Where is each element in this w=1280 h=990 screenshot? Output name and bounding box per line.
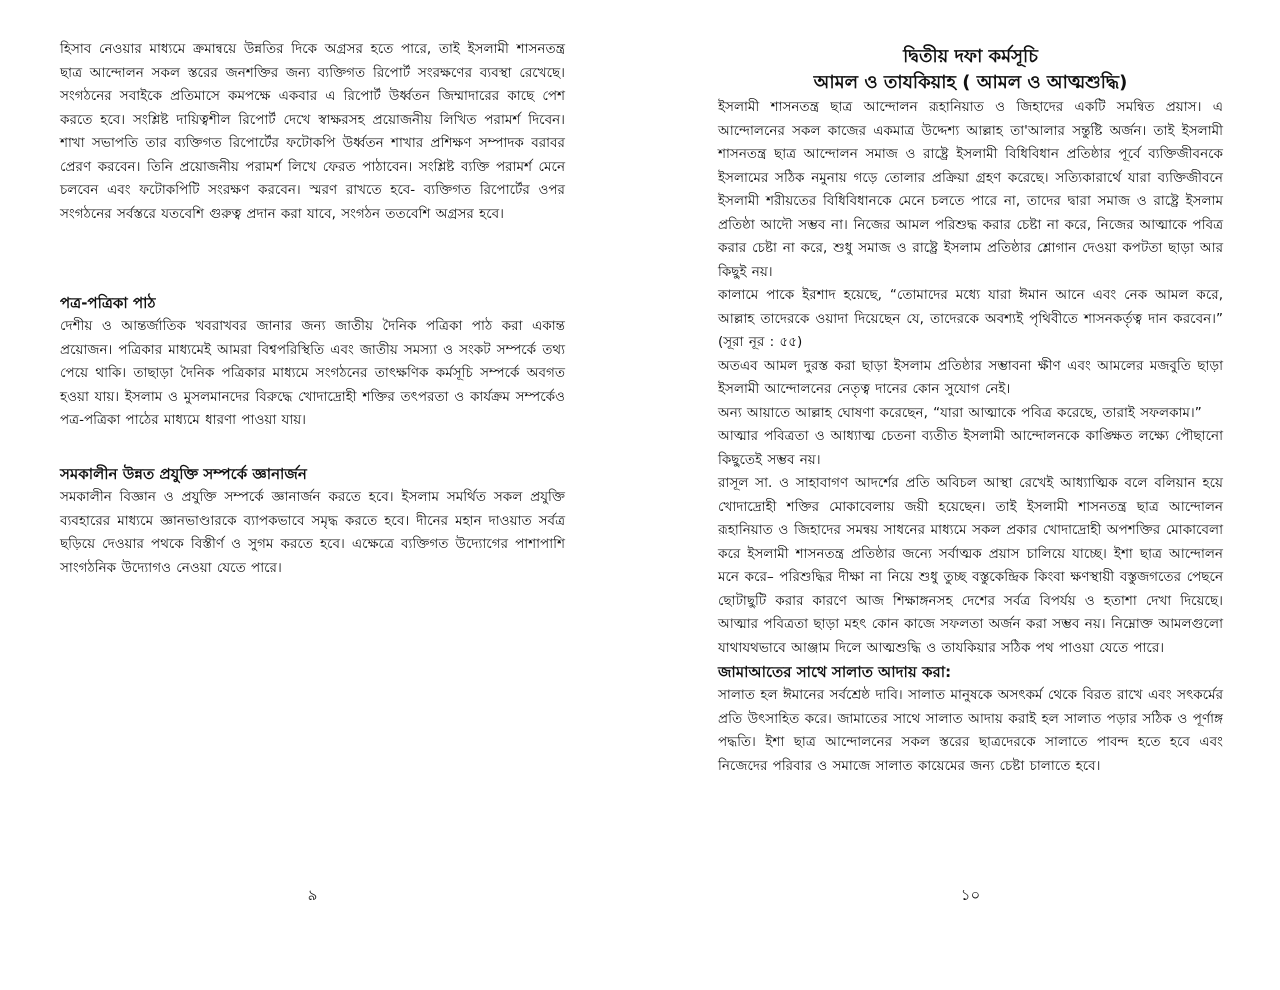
page-number-right: ১০	[960, 886, 981, 904]
technology-section	[60, 462, 565, 580]
paragraph-quran-quote-2: অন্য আয়াতে আল্লাহ ঘোষণা করেছেন, “যারা আত্মাকে পবিত্র করেছে, তারাই সফলকাম।”	[718, 404, 1202, 421]
left-intro-block	[60, 38, 565, 226]
paragraph-amal-necessity: অতএব আমল দুরস্ত করা ছাড়া ইসলাম প্রতিষ্ঠার সম্ভাবনা ক্ষীণ এবং আমলের মজবুতি ছাড়া ইসলামী আন্দোলনের নেতৃত্ব দানের কোন সুযোগ নেই।	[718, 357, 1223, 397]
paragraph-intro: ইসলামী শাসনতন্ত্র ছাত্র আন্দোলন রূহানিয়াত ও জিহাদের একটি সমন্বিত প্রয়াস। এ আন্দোলনের সকল কাজের একমাত্র উদ্দেশ্য আল্লাহ তা'আলার সন্তুষ্টি অর্জন। তাই ইসলামী শাসনতন্ত্র ছাত্র আন্দোলন সমাজ ও রাষ্ট্রে ইসলামী বিধিবিধান প্রতিষ্ঠার পূর্বে ব্যক্তিজীবনকে ইসলামের সঠিক নমুনায় গড়ে তোলার প্রক্রিয়া গ্রহণ করেছে। সত্যিকারার্থে যারা ব্যক্তিজীবনে ইসলামী শরীয়তের বিধিবিধানকে মেনে চলতে পারে না, তাদের দ্বারা সমাজ ও রাষ্ট্রে ইসলাম প্রতিষ্ঠা আদৌ সম্ভব না। নিজের আমল পরিশুদ্ধ করার চেষ্টা না করে, নিজের আত্মাকে পবিত্র করার চেষ্টা না করে, শুধু সমাজ ও রাষ্ট্রে ইসলাম প্রতিষ্ঠার শ্লোগান দেওয়া কপটতা ছাড়া আর কিছুই নয়।	[718, 99, 1223, 280]
paragraph-purity: আত্মার পবিত্রতা ও আধ্যাত্ম চেতনা ব্যতীত ইসলামী আন্দোলনকে কাঙ্ক্ষিত লক্ষ্যে পৌছানো কিছুতেই সম্ভব নয়।	[718, 428, 1223, 468]
left-page	[60, 0, 565, 990]
paragraph-salat: সালাত হল ঈমানের সর্বশ্রেষ্ঠ দাবি। সালাত মানুষকে অসৎকর্ম থেকে বিরত রাখে এবং সৎকর্মের প্রতি উৎসাহিত করে। জামাতের সাথে সালাত আদায় করাই হল সালাত পড়ার সঠিক ও পূর্ণাঙ্গ পদ্ধতি। ইশা ছাত্র আন্দোলনের সকল স্তরের ছাত্রদেরকে সালাতে পাবন্দ হতে হবে এবং নিজেদের পরিবার ও সমাজে সালাত কায়েমের জন্য চেষ্টা চালাতে হবে।	[718, 687, 1223, 774]
section-heading-newspaper: পত্র-পত্রিকা পাঠ	[60, 294, 156, 312]
right-body	[718, 96, 1223, 778]
newspaper-section	[60, 291, 565, 433]
page-number-left: ৯	[307, 886, 318, 904]
section-heading-technology: সমকালীন উন্নত প্রযুক্তি সম্পর্কে জ্ঞানার্জন	[60, 465, 307, 483]
paragraph-technology: সমকালীন বিজ্ঞান ও প্রযুক্তি সম্পর্কে জ্ঞানার্জন করতে হবে। ইসলাম সমর্থিত সকল প্রযুক্তি ব্যবহারের মাধ্যমে জ্ঞানভাণ্ডারকে ব্যাপকভাবে সমৃদ্ধ করতে হবে। দীনের মহান দাওয়াত সর্বত্র ছড়িয়ে দেওয়ার পথকে বিস্তীর্ণ ও সুগম করতে হবে। এক্ষেত্রে ব্যক্তিগত উদ্যোগের পাশাপাশি সাংগঠনিক উদ্যোগও নেওয়া যেতে পারে।	[60, 489, 565, 576]
chapter-subtitle: আমল ও তাযকিয়াহ ( আমল ও আত্মশুদ্ধি)	[813, 72, 1128, 93]
paragraph-newspaper: দেশীয় ও আন্তর্জাতিক খবরাখবর জানার জন্য জাতীয় দৈনিক পত্রিকা পাঠ করা একান্ত প্রয়োজন। পত্রিকার মাধ্যমেই আমরা বিশ্বপরিস্থিতি এবং জাতীয় সমস্যা ও সংকট সম্পর্কে তথ্য পেয়ে থাকি। তাছাড়া দৈনিক পত্রিকার মাধ্যমে সংগঠনের তাৎক্ষণিক কর্মসূচি সম্পর্কে অবগত হওয়া যায়। ইসলাম ও মুসলমানদের বিরুদ্ধে খোদাদ্রোহী শক্তির তৎপরতা ও কার্যক্রম সম্পর্কেও পত্র-পত্রিকা পাঠের মাধ্যমে ধারণা পাওয়া যায়।	[60, 318, 565, 428]
section-heading-salat: জামাআতের সাথে সালাত আদায় করা:	[718, 663, 952, 681]
paragraph-sahaba: রাসূল সা. ও সাহাবাগণ আদর্শের প্রতি অবিচল আস্থা রেখেই আধ্যাত্মিক বলে বলিয়ান হয়ে খোদাদ্রোহী শক্তির মোকাবেলায় জয়ী হয়েছেন। তাই ইসলামী শাসনতন্ত্র ছাত্র আন্দোলন রূহানিয়াত ও জিহাদের সমন্বয় সাধনের মাধ্যমে সকল প্রকার খোদাদ্রোহী অপশক্তির মোকাবেলা করে ইসলামী শাসনতন্ত্র প্রতিষ্ঠার জন্যে সর্বাত্মক প্রয়াস চালিয়ে যাচ্ছে। ইশা ছাত্র আন্দোলন মনে করে– পরিশুদ্ধির দীক্ষা না নিয়ে শুধু তুচ্ছ বস্তুকেন্দ্রিক কিংবা ক্ষণস্থায়ী বস্তুজগতের পেছনে ছোটাছুটি করার কারণে আজ শিক্ষাঙ্গনসহ দেশের সর্বত্র বিপর্যয় ও হতাশা দেখা দিয়েছে। আত্মার পবিত্রতা ছাড়া মহৎ কোন কাজে সফলতা অর্জন করা সম্ভব নয়। নিম্নোক্ত আমলগুলো যাথাযথভাবে আঞ্জাম দিলে আত্মশুদ্ধি ও তাযকিয়ার সঠিক পথ পাওয়া যেতে পারে।	[718, 475, 1223, 656]
paragraph-quran-quote-1: কালামে পাকে ইরশাদ হয়েছে, “তোমাদের মধ্যে যারা ঈমান আনে এবং নেক আমল করে, আল্লাহ তাদেরকে ওয়াদা দিয়েছেন যে, তাদেরকে অবশ্যই পৃথিবীতে শাসনকর্তৃত্ব দান করবেন।” (সূরা নূর : ৫৫)	[718, 287, 1223, 350]
chapter-title: দ্বিতীয় দফা কর্মসূচি	[903, 46, 1038, 67]
right-page	[718, 0, 1223, 990]
paragraph-personal-report: হিসাব নেওয়ার মাধ্যমে ক্রমান্বয়ে উন্নতির দিকে অগ্রসর হতে পারে, তাই ইসলামী শাসনতন্ত্র ছাত্র আন্দোলন সকল স্তরের জনশক্তির জন্য ব্যক্তিগত রিপোর্ট সংরক্ষণের ব্যবস্থা রেখেছে। সংগঠনের সবাইকে প্রতিমাসে কমপক্ষে একবার এ রিপোর্ট উর্ধ্বতন জিম্মাদারের কাছে পেশ করতে হবে। সংশ্লিষ্ট দায়িত্বশীল রিপোর্ট দেখে স্বাক্ষরসহ প্রয়োজনীয় লিখিত পরামর্শ দিবেন। শাখা সভাপতি তার ব্যক্তিগত রিপোর্টের ফটোকপি উর্ধ্বতন শাখার প্রশিক্ষণ সম্পাদক বরাবর প্রেরণ করবেন। তিনি প্রয়োজনীয় পরামর্শ লিখে ফেরত পাঠাবেন। সংশ্লিষ্ট ব্যক্তি পরামর্শ মেনে চলবেন এবং ফটোকপিটি সংরক্ষণ করবেন। স্মরণ রাখতে হবে- ব্যক্তিগত রিপোর্টের ওপর সংগঠনের সর্বস্তরে যতবেশি গুরুত্ব প্রদান করা যাবে, সংগঠন ততবেশি অগ্রসর হবে।	[60, 41, 565, 222]
